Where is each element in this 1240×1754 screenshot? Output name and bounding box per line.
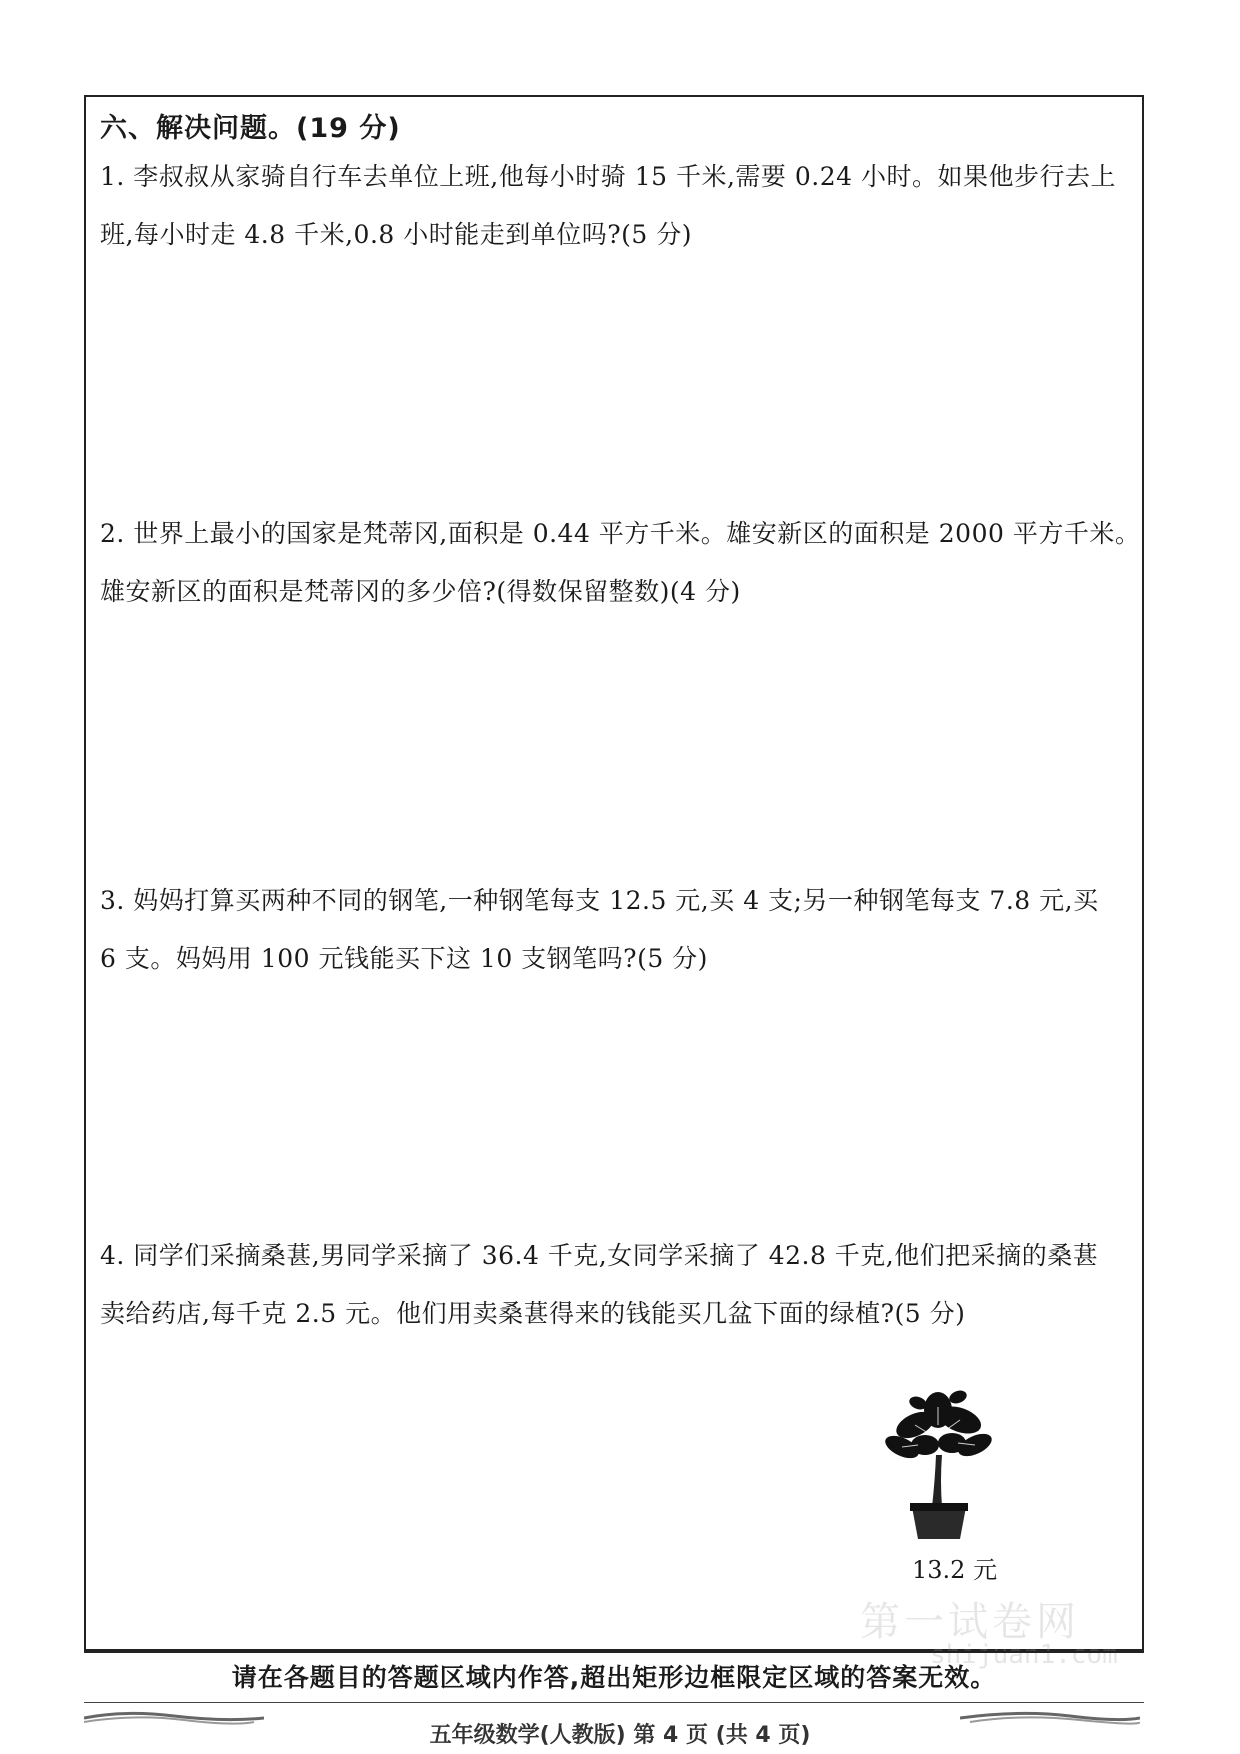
question-4-line-1: 4. 同学们采摘桑葚,男同学采摘了 36.4 千克,女同学采摘了 42.8 千克,他们把采摘的桑葚 <box>100 1241 1099 1270</box>
question-3-line-2: 6 支。妈妈用 100 元钱能买下这 10 支钢笔吗?(5 分) <box>100 944 708 973</box>
question-4 <box>100 1227 1130 1343</box>
question-1-line-1: 1. 李叔叔从家骑自行车去单位上班,他每小时骑 15 千米,需要 0.24 小时。如果他步行去上 <box>100 162 1116 191</box>
potted-plant-icon <box>880 1385 1000 1540</box>
question-4-line-2: 卖给药店,每千克 2.5 元。他们用卖桑葚得来的钱能买几盆下面的绿植?(5 分) <box>100 1299 966 1328</box>
plant-price: 13.2 元 <box>912 1556 998 1584</box>
question-3-line-1: 3. 妈妈打算买两种不同的钢笔,一种钢笔每支 12.5 元,买 4 支;另一种钢笔每支 7.8 元,买 <box>100 886 1099 915</box>
question-1-line-2: 班,每小时走 4.8 千米,0.8 小时能走到单位吗?(5 分) <box>100 220 693 249</box>
watermark: 第一试卷网 <box>860 1599 1080 1645</box>
footer-bottom-divider <box>84 1702 1144 1703</box>
page-footer: 五年级数学(人教版) 第 4 页 (共 4 页) <box>429 1723 811 1748</box>
footer-divider <box>84 1651 1144 1653</box>
footer-note: 请在各题目的答题区域内作答,超出矩形边框限定区域的答案无效。 <box>231 1663 997 1692</box>
question-2-line-2: 雄安新区的面积是梵蒂冈的多少倍?(得数保留整数)(4 分) <box>100 577 741 606</box>
question-2 <box>100 505 1141 621</box>
question-3 <box>100 872 1130 988</box>
section-title: 六、解决问题。(19 分) <box>100 113 401 144</box>
watermark-url: shijuan1.com <box>930 1640 1118 1670</box>
question-2-line-1: 2. 世界上最小的国家是梵蒂冈,面积是 0.44 平方千米。雄安新区的面积是 2000 平方千米。 <box>100 519 1141 548</box>
question-1 <box>100 148 1130 264</box>
